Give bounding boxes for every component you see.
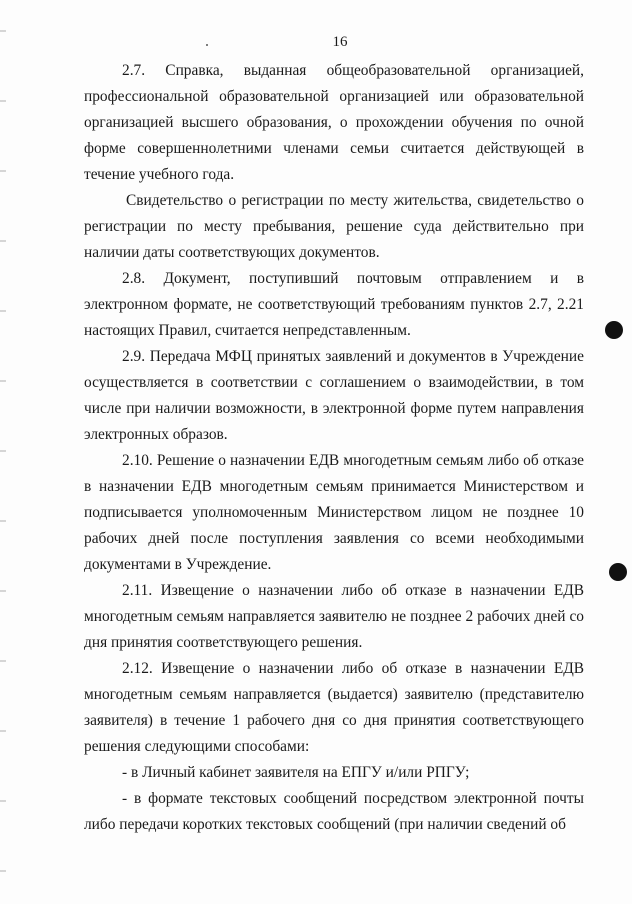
paragraph-2-10: 2.10. Решение о назначении ЕДВ многодетным семьям либо об отказе в назначении ЕДВ многодетным семьям принимается Министерством и подписывается уполномоченным Министерством лицом не позднее 10 рабочих дней после поступления заявления со всеми необходимыми документами в Учреждение.: [84, 452, 584, 573]
document-body: [84, 58, 584, 838]
paragraph-2-12: 2.12. Извещение о назначении либо об отказе в назначении ЕДВ многодетным семьям направляется (выдается) заявителю (представителю заявителя) в течение 1 рабочего дня со дня принятия соответствующего решения следующими способами:: [84, 660, 584, 755]
paragraph-2-8: 2.8. Документ, поступивший почтовым отправлением и в электронном формате, не соответствующий требованиям пунктов 2.7, 2.21 настоящих Правил, считается непредставленным.: [84, 270, 584, 339]
paragraph-certificate-registration: Свидетельство о регистрации по месту жительства, свидетельство о регистрации по месту пребывания, решение суда действительно при наличии даты соответствующих документов.: [84, 192, 584, 261]
scan-edge-marks: [0, 0, 6, 904]
punch-hole: [605, 321, 623, 339]
paragraph-2-9: 2.9. Передача МФЦ принятых заявлений и документов в Учреждение осуществляется в соответствии с соглашением о взаимодействии, в том числе при наличии возможности, в электронной форме путем направления электронных образов.: [84, 348, 584, 443]
page-number: 16: [332, 34, 348, 50]
list-item-text-messages: - в формате текстовых сообщений посредством электронной почты либо передачи коротких текстовых сообщений (при наличии сведений об: [84, 790, 584, 833]
paragraph-2-7: 2.7. Справка, выданная общеобразовательной организацией, профессиональной образовательной организацией или образовательной организацией высшего образования, о прохождении обучения по очной форме совершеннолетними членами семьи считается действующей в течение учебного года.: [84, 62, 584, 183]
list-item-personal-cabinet: - в Личный кабинет заявителя на ЕПГУ и/или РПГУ;: [122, 764, 470, 781]
paragraph-2-11: 2.11. Извещение о назначении либо об отказе в назначении ЕДВ многодетным семьям направляется заявителю не позднее 2 рабочих дней со дня принятия соответствующего решения.: [84, 582, 584, 651]
punch-hole: [609, 563, 627, 581]
